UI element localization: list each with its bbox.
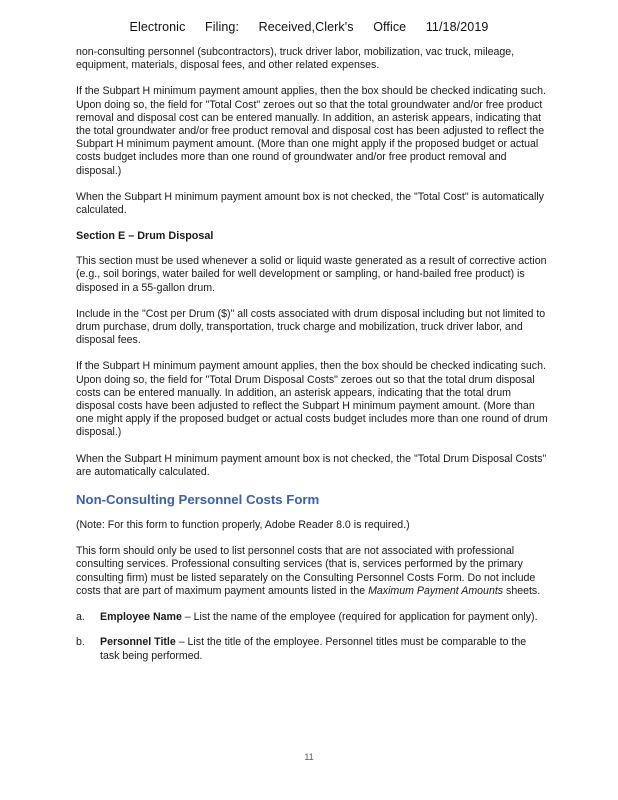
list-term: Personnel Title bbox=[100, 636, 176, 649]
stamp-part: Electronic bbox=[129, 20, 186, 34]
stamp-part: Filing: bbox=[205, 20, 240, 34]
paragraph: This section must be used whenever a solid or liquid waste generated as a result of corrective action (e.g., soil borings, water bailed for well development or sampling, or hand-bailed free product) is disposed in a 55-gallon drum. bbox=[76, 255, 547, 294]
paragraph-text: sheets. bbox=[503, 584, 541, 597]
list-marker: a. bbox=[76, 611, 85, 624]
paragraph-text: This form should only be used to list personnel costs that are not associated with professional consulting services. Professional consulting services (that is, services performed by the primary consulting firm) must be listed separately on the Consulting Personnel Costs Form. Do not include costs that are part of maximum payment amounts listed in the bbox=[76, 545, 536, 597]
italic-reference: Maximum Payment Amounts bbox=[368, 584, 504, 597]
list-item bbox=[76, 636, 548, 662]
stamp-part: Office bbox=[373, 20, 407, 34]
paragraph: When the Subpart H minimum payment amount box is not checked, the "Total Cost" is automatically calculated. bbox=[76, 190, 544, 217]
page-number: 11 bbox=[304, 752, 314, 762]
stamp-part: 11/18/2019 bbox=[425, 20, 489, 34]
note-paragraph: (Note: For this form to function properly, Adobe Reader 8.0 is required.) bbox=[76, 519, 410, 532]
page-content bbox=[76, 46, 548, 675]
list-text: – List the name of the employee (required for application for payment only). bbox=[181, 611, 538, 624]
paragraph: When the Subpart H minimum payment amount box is not checked, the "Total Drum Disposal Costs" are automatically calculated. bbox=[76, 452, 547, 478]
list-marker: b. bbox=[76, 636, 85, 649]
stamp-part: Received,Clerk's bbox=[258, 20, 354, 34]
list-body bbox=[100, 611, 548, 624]
paragraph: If the Subpart H minimum payment amount applies, then the box should be checked indicating such. Upon doing so, the field for "Total Cost" zeroes out so that the total groundwater and/or free product removal and disposal cost can be entered manually. In addition, an asterisk appears, indicating that the total groundwater and/or free product removal and disposal cost has been adjusted to reflect the Subpart H minimum payment amount. (More than one might apply if the proposed budget or actual costs budget includes more than one round of groundwater and/or free product removal and disposal.) bbox=[76, 85, 546, 177]
list-text: – List the title of the employee. Personnel titles must be comparable to the task being performed. bbox=[100, 636, 527, 662]
paragraph: Include in the "Cost per Drum ($)" all costs associated with drum disposal including but not limited to drum purchase, drum dolly, transportation, truck charge and mobilization, truck driver labor, and disposal fees. bbox=[76, 307, 546, 347]
paragraph: If the Subpart H minimum payment amount applies, then the box should be checked indicating such. Upon doing so, the field for "Total Drum Disposal Costs" zeroes out so that the total drum disposal costs can be entered manually. In addition, an asterisk appears, indicating that the total drum disposal costs have been adjusted to reflect the Subpart H minimum payment amount. (More than one might apply if the proposed budget or actual costs budget includes more than one round of drum disposal.) bbox=[76, 360, 548, 439]
filing-stamp bbox=[0, 20, 618, 34]
list-term: Employee Name bbox=[100, 611, 182, 624]
paragraph bbox=[76, 545, 548, 598]
list-item bbox=[76, 611, 548, 624]
paragraph: non-consulting personnel (subcontractors), truck driver labor, mobilization, vac truck, mileage, equipment, materials, disposal fees, and other related expenses. bbox=[76, 46, 515, 72]
list-body bbox=[100, 636, 548, 662]
form-title-heading: Non-Consulting Personnel Costs Form bbox=[76, 492, 320, 508]
section-heading: Section E – Drum Disposal bbox=[76, 230, 214, 243]
